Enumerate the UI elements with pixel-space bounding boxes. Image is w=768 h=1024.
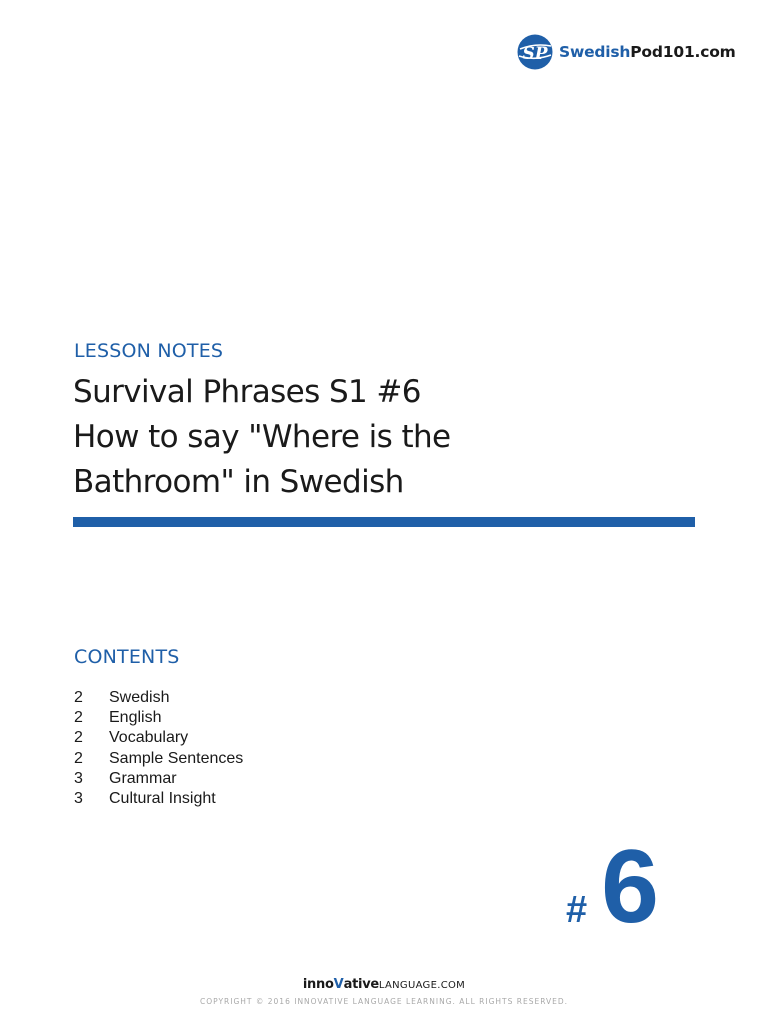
toc-page-number: 2	[74, 689, 83, 706]
toc-item[interactable]	[74, 749, 243, 769]
toc-item-label: Grammar	[109, 769, 177, 787]
toc-item-label: Vocabulary	[109, 729, 189, 747]
footer-logo-part: ative	[343, 977, 379, 992]
logo-mark-letters: SP	[522, 44, 548, 64]
toc-item-label: English	[109, 709, 162, 727]
title-divider	[73, 517, 695, 527]
toc-page-number: 3	[74, 769, 83, 787]
footer-logo-part: V	[333, 977, 344, 992]
toc-page-number: 2	[74, 749, 83, 767]
toc-item[interactable]	[74, 769, 243, 789]
lesson-notes-label: LESSON NOTES	[74, 340, 224, 362]
toc-item[interactable]	[74, 708, 243, 728]
toc-item-label: Sample Sentences	[109, 749, 244, 767]
toc-page-number: 3	[74, 789, 83, 807]
toc-page-number: 2	[74, 709, 83, 727]
lesson-number-hash: #	[566, 889, 588, 931]
swedishpod101-logo	[517, 34, 736, 70]
toc-item-label: Cultural Insight	[109, 789, 216, 807]
toc-item[interactable]	[74, 688, 243, 708]
logo-wordmark	[559, 43, 736, 61]
swedishpod101-logo-icon	[517, 34, 553, 70]
lesson-title-line: Survival Phrases S1 #6	[73, 374, 421, 410]
logo-brand-text: Swedish	[559, 43, 631, 61]
toc-item[interactable]	[74, 789, 243, 809]
copyright-notice: COPYRIGHT © 2016 INNOVATIVE LANGUAGE LEARNING. ALL RIGHTS RESERVED.	[199, 997, 569, 1006]
logo-suffix-text: Pod101.com	[630, 43, 736, 61]
lesson-number-digit: 6	[601, 829, 659, 945]
lesson-number	[566, 829, 659, 945]
toc-item[interactable]	[74, 728, 243, 748]
table-of-contents	[74, 688, 243, 809]
footer-logo-part: LANGUAGE.COM	[378, 980, 466, 991]
lesson-title-line: How to say "Where is the	[73, 419, 451, 455]
toc-item-label: Swedish	[109, 689, 170, 706]
lesson-title-line: Bathroom" in Swedish	[73, 464, 404, 500]
contents-heading: CONTENTS	[74, 646, 180, 668]
lesson-title	[73, 370, 713, 505]
footer-logo-part: inno	[302, 977, 334, 992]
toc-page-number: 2	[74, 729, 83, 747]
innovative-language-logo	[0, 977, 768, 992]
